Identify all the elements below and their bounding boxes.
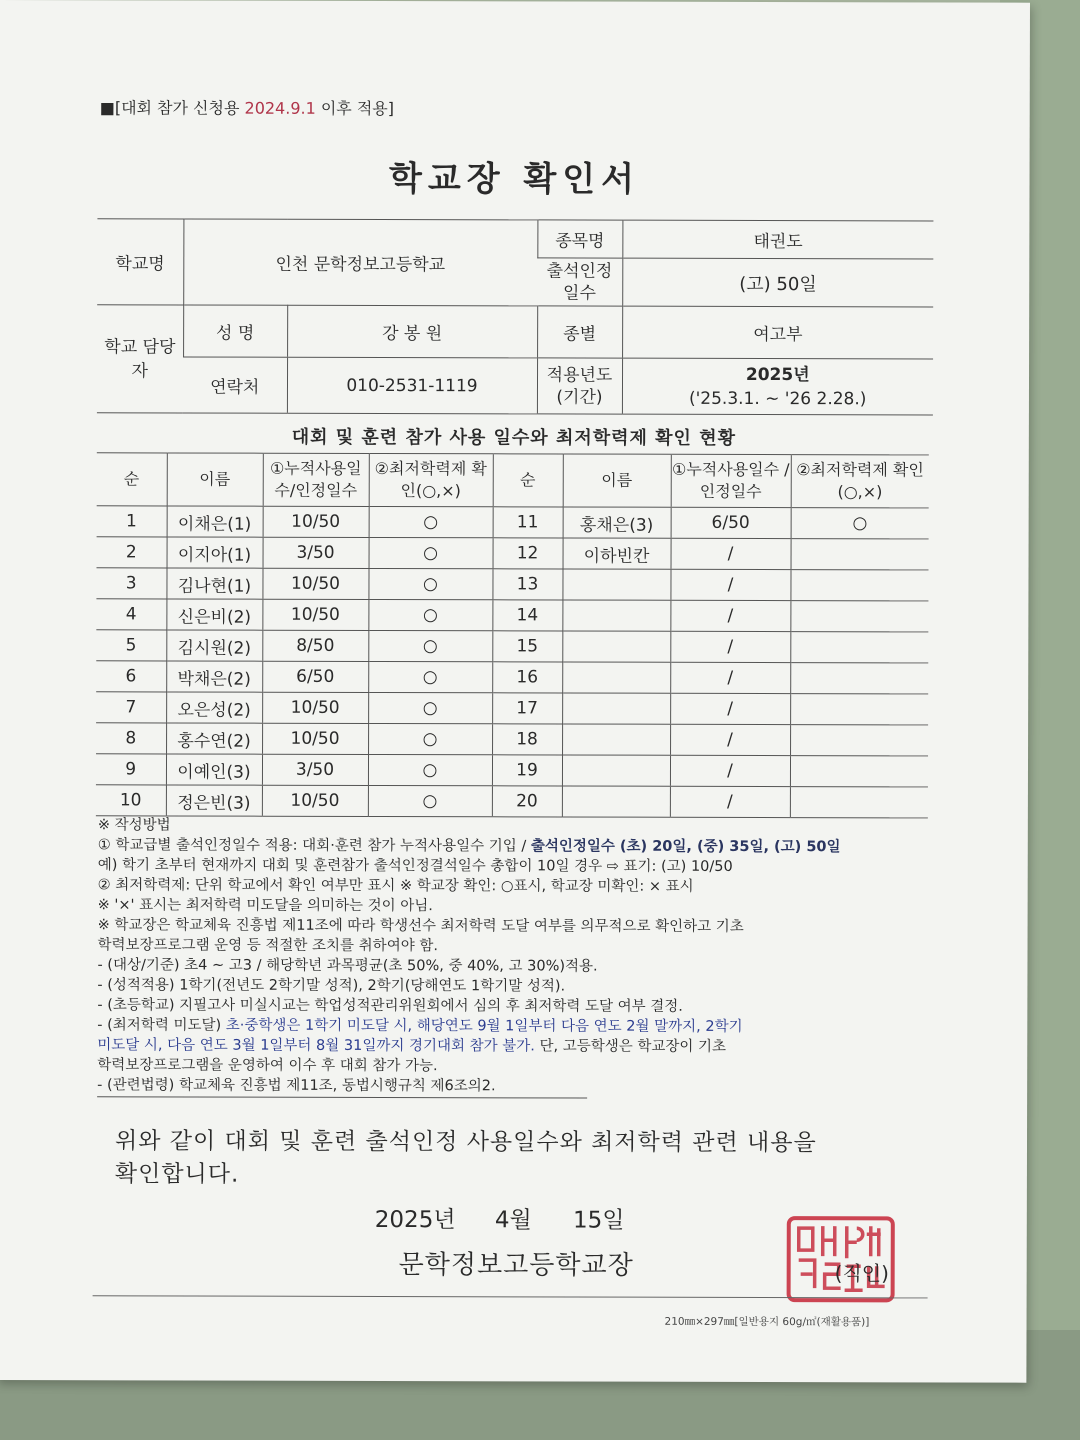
row-name: 오은성(2) (166, 692, 262, 723)
attendance-label: 출석인정 일수 (537, 258, 622, 306)
note-8c: 학력보장프로그램을 운영하여 이수 후 대회 참가 가능. (97, 1057, 438, 1075)
contact-label: 연락처 (183, 357, 287, 413)
row-name: 이지아(1) (167, 537, 263, 568)
row-name: 김나현(1) (166, 568, 262, 599)
row-days: 3/50 (262, 754, 368, 785)
header-note (100, 95, 394, 119)
table-row (96, 754, 928, 787)
row-name-2 (562, 600, 670, 631)
roster-table (96, 452, 929, 818)
note-4b: 학력보장프로그램 운영 등 적절한 조치를 취하여야 함. (97, 937, 438, 955)
row-no: 5 (96, 630, 166, 661)
row-no: 9 (96, 754, 166, 785)
roster-subtitle: 대회 및 훈련 참가 사용 일수와 최저학력제 확인 현황 (291, 426, 737, 449)
row-name: 홍수연(2) (166, 723, 262, 754)
note-4a: ※ 학교장은 학교체육 진흥법 제11조에 따라 학생선수 최저학력 도달 여부를 의무적으로 확인하고 기초 (97, 917, 744, 935)
row-name-2 (562, 569, 670, 600)
document-title: 학교장 확인서 (389, 159, 641, 200)
row-name-2 (562, 693, 670, 724)
header-note-date: 2024.9.1 (244, 98, 316, 118)
info-table (97, 218, 934, 415)
row-check-2 (790, 601, 928, 632)
note-7: - (초등학교) 지필고사 미실시교는 학업성적관리위원회에서 심의 후 최저학력 도달 여부 결정. (97, 997, 683, 1015)
row-name-2 (562, 631, 670, 662)
note-8-blue-2: 미도달 시, 다음 연도 3월 1일부터 8월 31일까지 경기대회 참가 불가. (97, 1037, 535, 1055)
row-days-2: / (671, 538, 791, 569)
col-name-2: 이름 (563, 454, 671, 507)
row-name: 정은빈(3) (166, 785, 262, 816)
note-8-blue: 초·중학생은 1학기 미도달 시, 해당연도 9월 1일부터 다음 연도 2월 말까지, 2학기 (225, 1017, 743, 1035)
row-name-2: 홍채은(3) (563, 507, 671, 538)
row-days-2: / (670, 786, 790, 817)
row-check-2 (791, 539, 929, 570)
roster-body (96, 506, 929, 818)
row-check-2 (790, 756, 928, 787)
table-row (96, 661, 928, 694)
row-name: 박채은(2) (166, 661, 262, 692)
row-name-2 (562, 786, 670, 817)
confirm-line-2: 확인합니다. (114, 1161, 240, 1188)
year-value: 2025년 (745, 364, 810, 385)
row-check: ○ (369, 537, 493, 568)
roster-header-row (97, 453, 929, 508)
date-year: 2025년 (374, 1206, 456, 1234)
confirm-statement (115, 1125, 817, 1193)
col-name: 이름 (167, 453, 263, 506)
row-no: 3 (96, 568, 166, 599)
row-no-2: 19 (492, 755, 562, 786)
table-row (97, 537, 929, 570)
row-days-2: / (670, 724, 790, 755)
row-name-2 (562, 662, 670, 693)
date-day: 15일 (573, 1207, 625, 1234)
note-1 (98, 835, 928, 857)
row-no: 10 (96, 785, 166, 816)
table-row (96, 692, 928, 725)
row-days: 10/50 (263, 506, 369, 537)
notes-section (97, 815, 928, 1099)
table-row (96, 630, 928, 663)
year-period: ('25.3.1. ~ '26 2.28.) (688, 388, 867, 409)
note-8-tail: 단, 고등학생은 학교장이 기초 (534, 1038, 727, 1055)
note-5: - (대상/기준) 초4 ~ 고3 / 해당학년 과목평균(초 50%, 중 40%, 고 30%)적용. (97, 957, 598, 975)
row-days-2: 6/50 (671, 507, 791, 538)
year-label: 적용년도 (기간) (537, 358, 622, 414)
note-8a (97, 1015, 927, 1037)
row-days-2: / (670, 662, 790, 693)
row-check-2: ○ (791, 508, 929, 539)
note-8b (97, 1035, 927, 1057)
note-9: - (관련법령) 학교체육 진흥법 제11조, 동법시행규칙 제6조의2. (97, 1077, 496, 1095)
table-row (97, 506, 929, 539)
notes-divider (97, 1096, 587, 1098)
staff-label: 학교 담당자 (97, 305, 183, 413)
col-days: ①누적사용일 수/인정일수 (263, 453, 369, 506)
note-2: ② 최저학력제: 단위 학교에서 확인 여부만 표시 ※ 학교장 확인: ○표시, 학교장 미확인: × 표시 (97, 877, 694, 895)
row-name: 이예인(3) (166, 754, 262, 785)
note-8-lead: - (최저학력 미도달) (97, 1017, 226, 1034)
row-no: 4 (96, 599, 166, 630)
row-days-2: / (670, 600, 790, 631)
row-days: 3/50 (263, 537, 369, 568)
row-check-2 (790, 787, 928, 818)
row-no-2: 20 (492, 786, 562, 817)
row-no-2: 18 (492, 724, 562, 755)
date-month: 4월 (494, 1207, 532, 1234)
row-check-2 (790, 632, 928, 663)
row-check-2 (790, 570, 928, 601)
category-label: 종별 (537, 306, 622, 358)
category-value: 여고부 (622, 306, 933, 359)
row-no-2: 13 (492, 569, 562, 600)
row-name: 신은비(2) (166, 599, 262, 630)
seal-mark-text: (직인) (834, 1261, 889, 1286)
row-check: ○ (368, 661, 492, 692)
school-value: 인천 문학정보고등학교 (183, 219, 537, 306)
issue-date (375, 1201, 625, 1235)
event-label: 종목명 (537, 220, 622, 258)
row-name-2 (562, 755, 670, 786)
notes-heading: ※ 작성방법 (97, 817, 171, 834)
table-row (96, 723, 928, 756)
row-check: ○ (368, 754, 492, 785)
row-check: ○ (368, 568, 492, 599)
name-value: 강 봉 원 (287, 305, 537, 358)
row-no-2: 14 (492, 600, 562, 631)
row-days-2: / (670, 631, 790, 662)
name-label: 성 명 (183, 305, 287, 357)
note-1-text: ① 학교급별 출석인정일수 적용: 대회·훈련 참가 누적사용일수 기입 / (97, 837, 531, 855)
note-1-example: 예) 학기 초부터 현재까지 대회 및 훈련참가 출석인정결석일수 총합이 10일 경우 ⇨ 표기: (고) 10/50 (97, 857, 733, 875)
row-no-2: 12 (493, 538, 563, 569)
table-row (96, 785, 928, 818)
row-check: ○ (368, 785, 492, 816)
row-name-2: 이하빈칸 (563, 538, 671, 569)
row-days-2: / (670, 755, 790, 786)
row-no-2: 11 (493, 507, 563, 538)
note-6: - (성적적용) 1학기(전년도 2학기말 성적), 2학기(당해연도 1학기말 성적). (97, 977, 566, 995)
row-check: ○ (368, 630, 492, 661)
attendance-value: (고) 50일 (622, 258, 933, 307)
table-row (96, 599, 928, 632)
row-no: 8 (96, 723, 166, 754)
col-check: ②최저학력제 확인(○,×) (369, 453, 493, 506)
col-no: 순 (97, 453, 167, 506)
row-check-2 (790, 663, 928, 694)
header-note-prefix: ■[대회 참가 신청용 (99, 98, 245, 118)
col-check-2: ②최저학력제 확인(○,×) (791, 455, 929, 508)
row-no: 7 (96, 692, 166, 723)
row-check: ○ (369, 506, 493, 537)
row-days: 8/50 (262, 630, 368, 661)
row-no: 2 (97, 537, 167, 568)
row-no-2: 17 (492, 693, 562, 724)
table-row (96, 568, 928, 601)
row-days: 10/50 (262, 568, 368, 599)
header-note-suffix: 이후 적용] (315, 98, 395, 119)
row-days: 10/50 (262, 785, 368, 816)
row-no: 6 (96, 661, 166, 692)
row-days: 10/50 (262, 723, 368, 754)
school-label: 학교명 (97, 219, 183, 305)
principal-name: 문학정보고등학교장 (398, 1250, 634, 1281)
confirm-line-1: 위와 같이 대회 및 훈련 출석인정 사용일수와 최저학력 관련 내용을 (114, 1128, 817, 1157)
year-cell (622, 358, 933, 415)
row-no-2: 16 (492, 662, 562, 693)
row-days-2: / (670, 693, 790, 724)
row-check: ○ (368, 599, 492, 630)
row-name: 이채은(1) (167, 506, 263, 537)
contact-value: 010-2531-1119 (287, 357, 537, 414)
row-check-2 (790, 694, 928, 725)
row-name-2 (562, 724, 670, 755)
col-no-2: 순 (493, 454, 563, 507)
row-days: 10/50 (262, 599, 368, 630)
row-days: 10/50 (262, 692, 368, 723)
row-check: ○ (368, 692, 492, 723)
note-3: ※ '×' 표시는 최저학력 미도달을 의미하는 것이 아님. (97, 897, 433, 915)
row-days: 6/50 (262, 661, 368, 692)
row-check: ○ (368, 723, 492, 754)
event-value: 태권도 (622, 220, 933, 259)
row-no-2: 15 (492, 631, 562, 662)
row-check-2 (790, 725, 928, 756)
row-no: 1 (97, 506, 167, 537)
col-days-2: ①누적사용일수 /인정일수 (671, 454, 791, 507)
row-days-2: / (670, 569, 790, 600)
note-1-bold: 출석인정일수 (초) 20일, (중) 35일, (고) 50일 (530, 838, 841, 856)
row-name: 김시원(2) (166, 630, 262, 661)
paper-spec: 210㎜×297㎜[일반용지 60g/㎡(재활용품)] (664, 1315, 870, 1329)
